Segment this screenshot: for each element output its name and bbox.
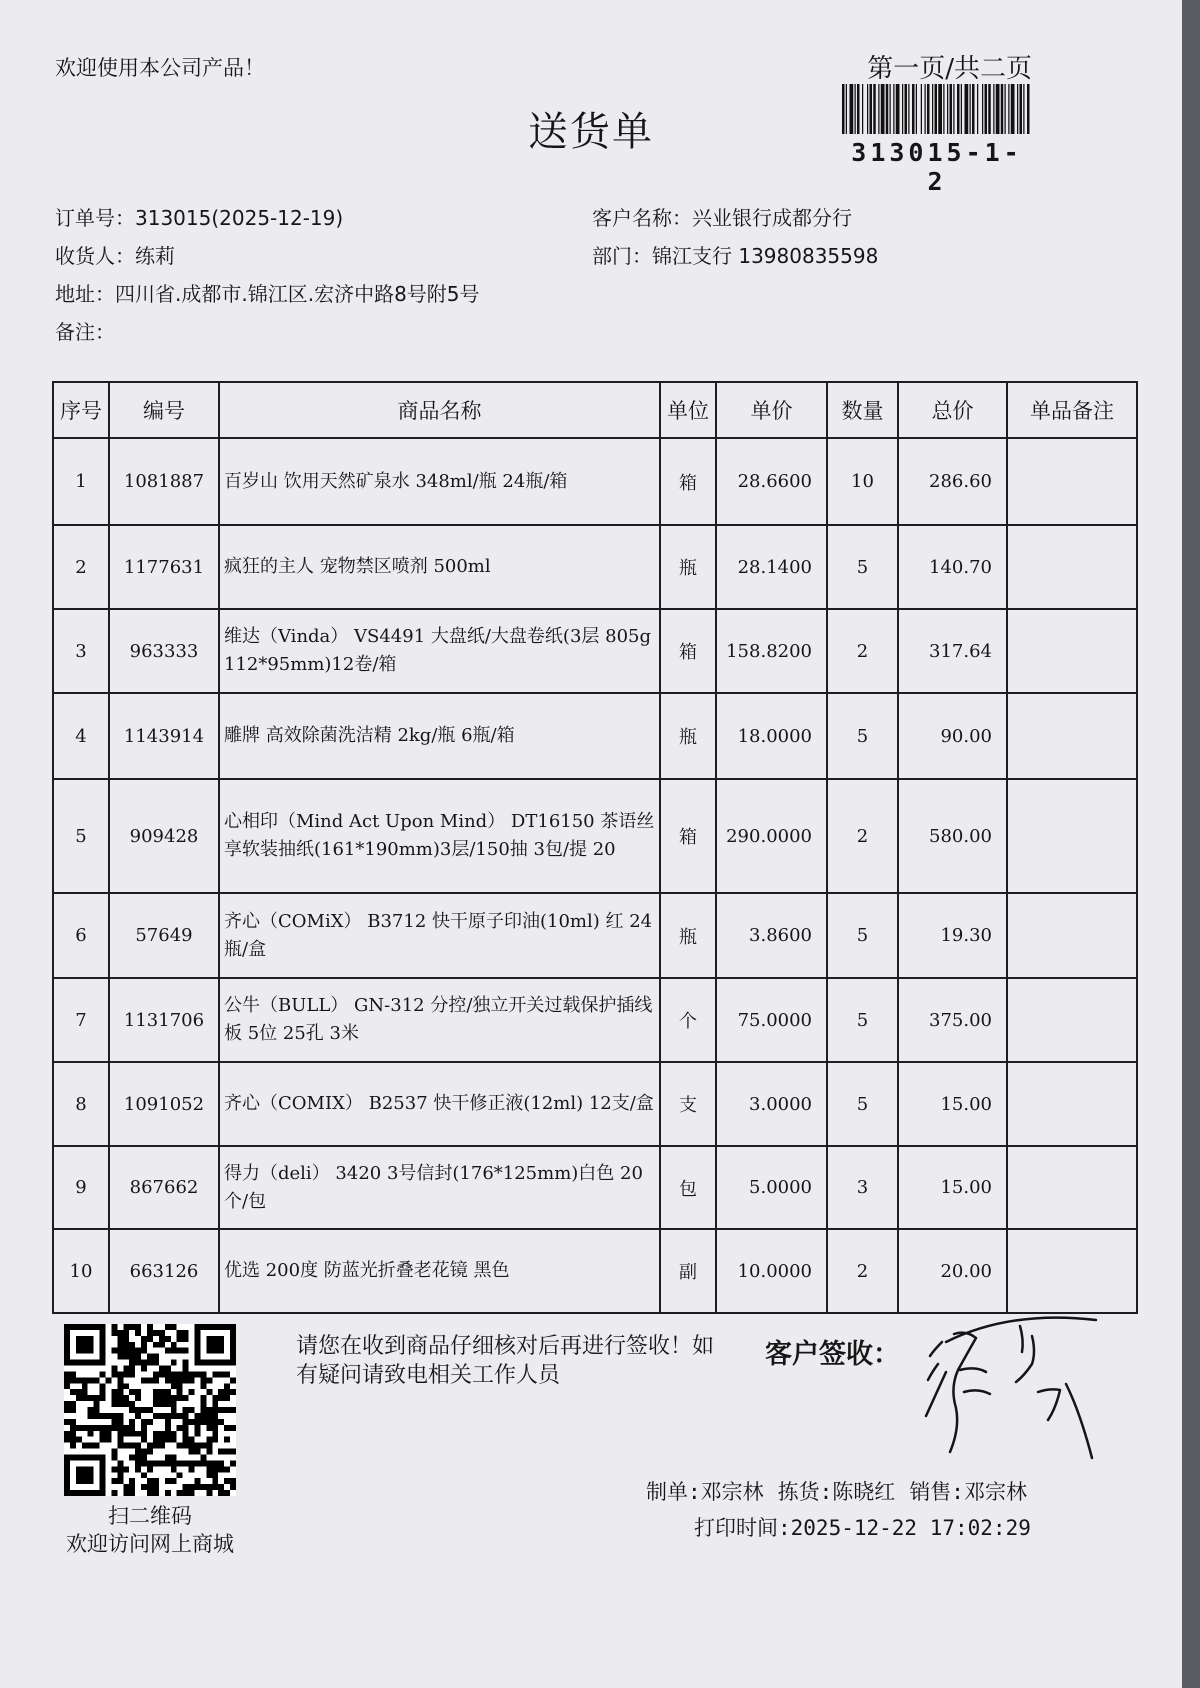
cell-price: 28.6600 <box>716 438 827 525</box>
cell-no: 7 <box>53 978 109 1062</box>
address-field <box>55 278 480 307</box>
cell-qty: 5 <box>827 893 898 978</box>
col-header-total: 总价 <box>898 382 1007 438</box>
department-field <box>592 240 878 269</box>
customer-name-field <box>592 202 852 231</box>
cell-code: 963333 <box>109 609 219 693</box>
cell-code: 867662 <box>109 1146 219 1229</box>
cell-note <box>1007 438 1137 525</box>
table-row <box>53 609 1137 693</box>
cell-price: 10.0000 <box>716 1229 827 1313</box>
cell-name: 优选 200度 防蓝光折叠老花镜 黑色 <box>219 1229 660 1313</box>
table-row <box>53 1062 1137 1146</box>
cell-qty: 2 <box>827 779 898 893</box>
cell-price: 3.8600 <box>716 893 827 978</box>
receiver-label: 收货人： <box>55 244 135 268</box>
sign-notice: 请您在收到商品仔细核对后再进行签收！如有疑问请致电相关工作人员 <box>296 1334 715 1388</box>
cell-unit: 副 <box>660 1229 716 1313</box>
col-header-qty: 数量 <box>827 382 898 438</box>
qr-caption-line2: 欢迎访问网上商城 <box>66 1532 234 1556</box>
cell-code: 909428 <box>109 779 219 893</box>
cell-code: 1143914 <box>109 693 219 779</box>
cell-name: 齐心（COMiX） B3712 快干原子印油(10ml) 红 24瓶/盒 <box>219 893 660 978</box>
order-number-field <box>55 202 343 231</box>
table-row <box>53 525 1137 609</box>
table-header-row <box>53 382 1137 438</box>
col-header-name: 商品名称 <box>219 382 660 438</box>
cell-qty: 10 <box>827 438 898 525</box>
cell-unit: 支 <box>660 1062 716 1146</box>
address-value: 四川省.成都市.锦江区.宏济中路8号附5号 <box>115 282 480 306</box>
cell-unit: 箱 <box>660 438 716 525</box>
address-label: 地址： <box>55 282 115 306</box>
cell-unit: 瓶 <box>660 893 716 978</box>
picker-text: 拣货:陈晓红 <box>777 1480 896 1504</box>
cell-qty: 5 <box>827 693 898 779</box>
order-number-label: 订单号： <box>55 206 135 230</box>
welcome-text: 欢迎使用本公司产品！ <box>55 56 265 80</box>
cell-no: 9 <box>53 1146 109 1229</box>
remark-label: 备注： <box>55 320 115 344</box>
cell-name: 心相印（Mind Act Upon Mind） DT16150 茶语丝享软装抽纸(161*190mm)3层/150抽 3包/提 20 <box>219 779 660 893</box>
col-header-code: 编号 <box>109 382 219 438</box>
order-number-value: 313015(2025-12-19) <box>135 206 344 230</box>
cell-total: 15.00 <box>898 1062 1007 1146</box>
cell-code: 1091052 <box>109 1062 219 1146</box>
cell-qty: 5 <box>827 978 898 1062</box>
cell-note <box>1007 893 1137 978</box>
cell-total: 20.00 <box>898 1229 1007 1313</box>
cell-code: 663126 <box>109 1229 219 1313</box>
receiver-value: 练莉 <box>135 244 175 268</box>
table-row <box>53 779 1137 893</box>
cell-note <box>1007 1062 1137 1146</box>
cell-total: 286.60 <box>898 438 1007 525</box>
cell-price: 18.0000 <box>716 693 827 779</box>
cell-note <box>1007 1146 1137 1229</box>
maker-text: 制单:邓宗林 <box>646 1480 764 1504</box>
cell-note <box>1007 525 1137 609</box>
department-value: 锦江支行 13980835598 <box>652 244 879 268</box>
items-table <box>52 381 1138 1314</box>
col-header-unit: 单位 <box>660 382 716 438</box>
cell-qty: 2 <box>827 1229 898 1313</box>
cell-unit: 瓶 <box>660 693 716 779</box>
cell-note <box>1007 779 1137 893</box>
cell-total: 375.00 <box>898 978 1007 1062</box>
qr-caption <box>40 1502 260 1558</box>
cell-price: 5.0000 <box>716 1146 827 1229</box>
col-header-no: 序号 <box>53 382 109 438</box>
cell-total: 15.00 <box>898 1146 1007 1229</box>
table-row <box>53 893 1137 978</box>
table-row <box>53 1229 1137 1313</box>
cell-name: 公牛（BULL） GN-312 分控/独立开关过载保护插线板 5位 25孔 3米 <box>219 978 660 1062</box>
qr-caption-line1: 扫二维码 <box>108 1504 192 1528</box>
cell-code: 1081887 <box>109 438 219 525</box>
table-row <box>53 438 1137 525</box>
cell-name: 得力（deli） 3420 3号信封(176*125mm)白色 20个/包 <box>219 1146 660 1229</box>
cell-price: 290.0000 <box>716 779 827 893</box>
cell-no: 3 <box>53 609 109 693</box>
customer-sign-label: 客户签收： <box>765 1339 900 1370</box>
cell-price: 158.8200 <box>716 609 827 693</box>
cell-note <box>1007 1229 1137 1313</box>
cell-no: 10 <box>53 1229 109 1313</box>
cell-note <box>1007 978 1137 1062</box>
cell-code: 57649 <box>109 893 219 978</box>
receiver-field <box>55 240 175 269</box>
cell-unit: 个 <box>660 978 716 1062</box>
table-row <box>53 693 1137 779</box>
cell-qty: 2 <box>827 609 898 693</box>
cell-no: 5 <box>53 779 109 893</box>
cell-qty: 5 <box>827 1062 898 1146</box>
document-title: 送货单 <box>528 109 654 155</box>
remark-field <box>55 316 115 345</box>
table-row <box>53 1146 1137 1229</box>
cell-note <box>1007 609 1137 693</box>
cell-qty: 5 <box>827 525 898 609</box>
cell-unit: 瓶 <box>660 525 716 609</box>
cell-no: 8 <box>53 1062 109 1146</box>
customer-name-value: 兴业银行成都分行 <box>692 206 852 230</box>
cell-total: 90.00 <box>898 693 1007 779</box>
department-label: 部门： <box>592 244 652 268</box>
cell-unit: 包 <box>660 1146 716 1229</box>
cell-total: 580.00 <box>898 779 1007 893</box>
cell-price: 28.1400 <box>716 525 827 609</box>
barcode-number: 313015-1-2 <box>851 138 1023 196</box>
cell-total: 317.64 <box>898 609 1007 693</box>
staff-line <box>646 1476 1041 1506</box>
cell-no: 4 <box>53 693 109 779</box>
cell-name: 疯狂的主人 宠物禁区喷剂 500ml <box>219 525 660 609</box>
cell-note <box>1007 693 1137 779</box>
cell-name: 齐心（COMIX） B2537 快干修正液(12ml) 12支/盒 <box>219 1062 660 1146</box>
customer-name-label: 客户名称： <box>592 206 692 230</box>
cell-no: 6 <box>53 893 109 978</box>
print-time: 打印时间:2025-12-22 17:02:29 <box>694 1516 1031 1540</box>
cell-unit: 箱 <box>660 609 716 693</box>
cell-no: 2 <box>53 525 109 609</box>
cell-code: 1131706 <box>109 978 219 1062</box>
cell-name: 百岁山 饮用天然矿泉水 348ml/瓶 24瓶/箱 <box>219 438 660 525</box>
cell-price: 75.0000 <box>716 978 827 1062</box>
qr-code-icon[interactable] <box>64 1324 236 1496</box>
customer-signature <box>920 1312 1100 1462</box>
cell-total: 19.30 <box>898 893 1007 978</box>
cell-total: 140.70 <box>898 525 1007 609</box>
cell-price: 3.0000 <box>716 1062 827 1146</box>
cell-code: 1177631 <box>109 525 219 609</box>
sales-text: 销售:邓宗林 <box>909 1480 1027 1504</box>
col-header-note: 单品备注 <box>1007 382 1137 438</box>
cell-name: 维达（Vinda） VS4491 大盘纸/大盘卷纸(3层 805g 112*95mm)12卷/箱 <box>219 609 660 693</box>
cell-qty: 3 <box>827 1146 898 1229</box>
page-indicator: 第一页/共二页 <box>867 54 1032 84</box>
table-row <box>53 978 1137 1062</box>
cell-unit: 箱 <box>660 779 716 893</box>
cell-name: 雕牌 高效除菌洗洁精 2kg/瓶 6瓶/箱 <box>219 693 660 779</box>
cell-no: 1 <box>53 438 109 525</box>
col-header-price: 单价 <box>716 382 827 438</box>
